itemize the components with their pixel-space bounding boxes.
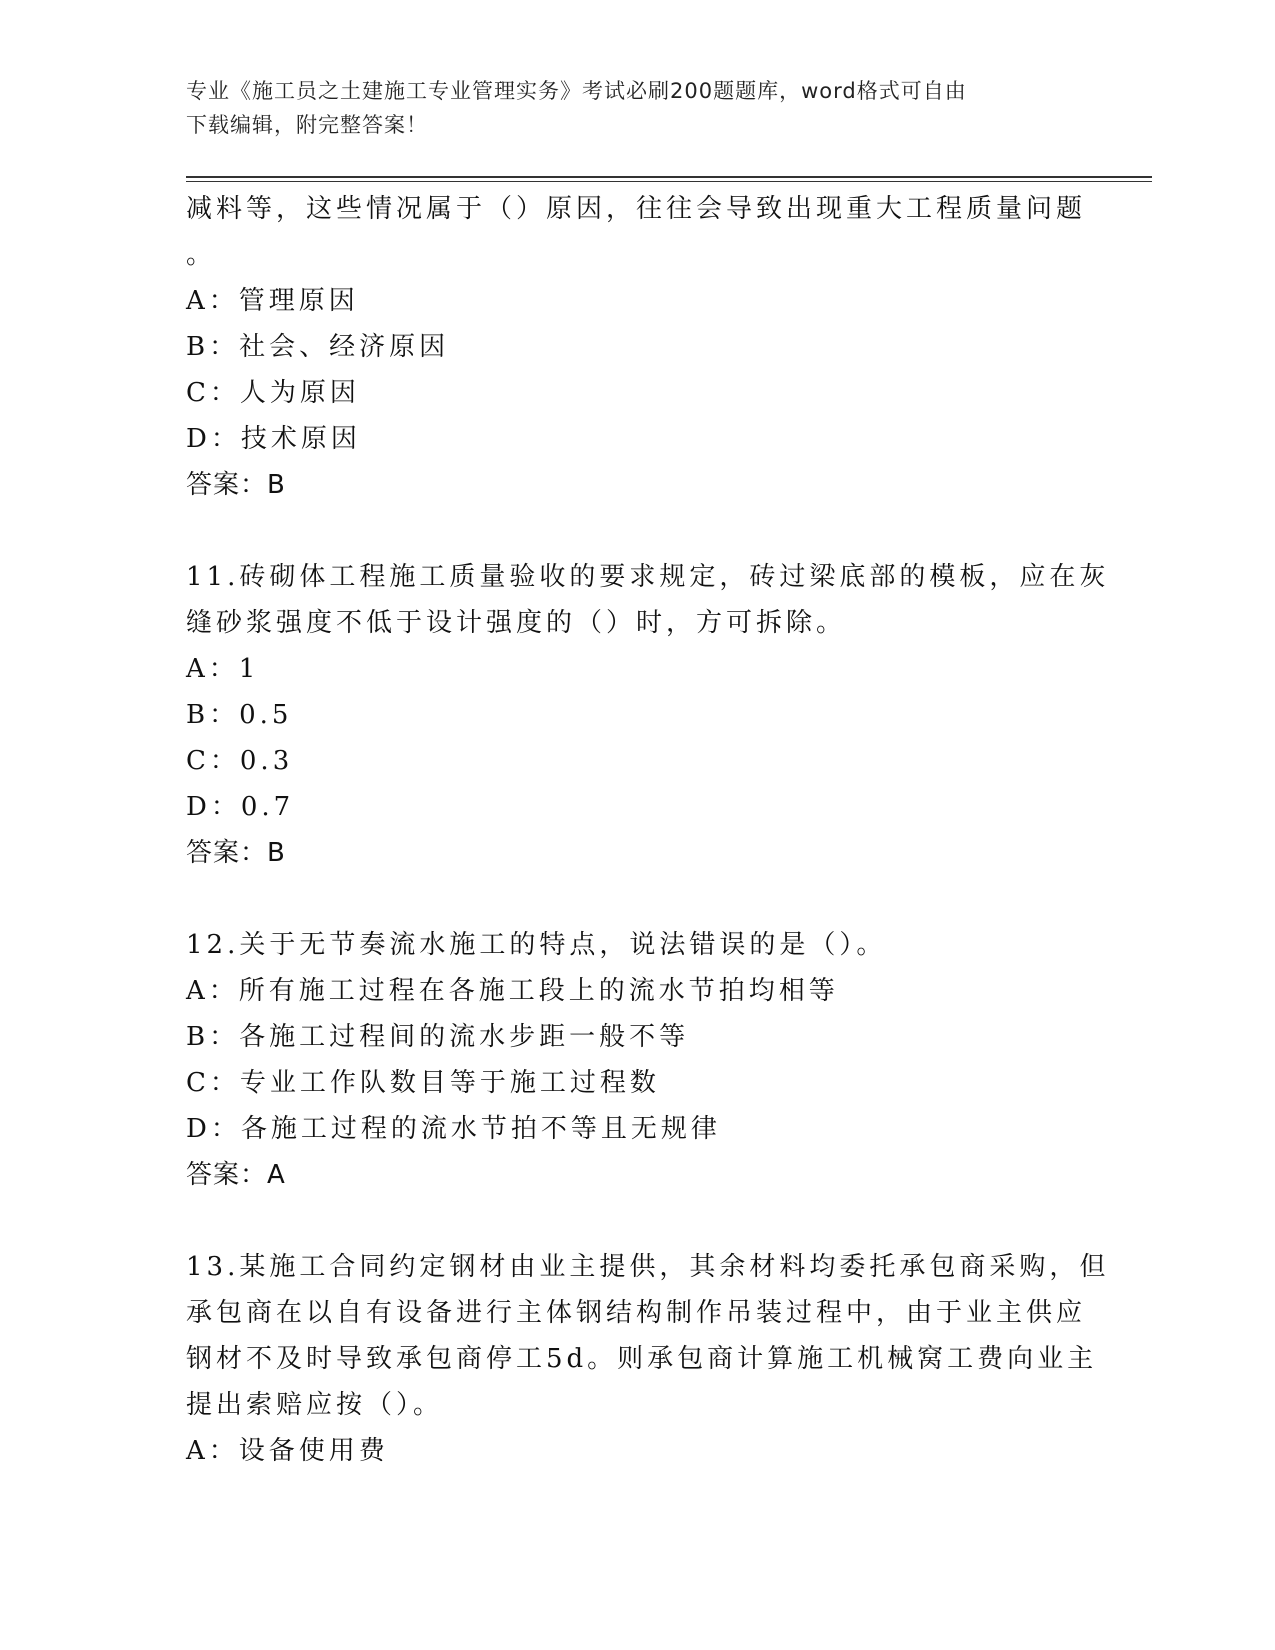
question-list (186, 186, 1110, 1474)
option-a: A：设备使用费 (186, 1436, 389, 1466)
header-rule-top (186, 176, 1152, 178)
header-line-1: 专业《施工员之土建施工专业管理实务》考试必刷200题题库，word格式可自由 (186, 79, 967, 103)
option-d: D：0.7 (186, 792, 295, 822)
question-stem-line: 钢材不及时导致承包商停工5d。则承包商计算施工机械窝工费向业主 (186, 1344, 1098, 1374)
header-line-2: 下载编辑，附完整答案！ (186, 113, 428, 137)
answer: 答案：A (186, 1160, 286, 1190)
option-c: C：0.3 (186, 746, 294, 776)
spacer (186, 1198, 1086, 1244)
answer: 答案：B (186, 838, 286, 868)
question-stem-line: 11.砖砌体工程施工质量验收的要求规定，砖过梁底部的模板，应在灰 (186, 562, 1110, 592)
option-c: C：专业工作队数目等于施工过程数 (186, 1068, 660, 1098)
option-c: C：人为原因 (186, 378, 360, 408)
question-10 (186, 186, 1086, 508)
question-12 (186, 922, 1086, 1198)
spacer (186, 876, 1086, 922)
question-11 (186, 554, 1110, 876)
option-a: A：所有施工过程在各施工段上的流水节拍均相等 (186, 976, 839, 1006)
option-b: B：各施工过程间的流水步距一般不等 (186, 1022, 690, 1052)
question-stem-line: 13.某施工合同约定钢材由业主提供，其余材料均委托承包商采购，但 (186, 1252, 1110, 1282)
header-rule-bottom (186, 181, 1152, 182)
question-stem-line: 减料等，这些情况属于（）原因，往往会导致出现重大工程质量问题 (186, 194, 1087, 224)
answer: 答案：B (186, 470, 286, 500)
option-b: B：社会、经济原因 (186, 332, 450, 362)
question-13 (186, 1244, 1110, 1474)
document-header (186, 74, 1066, 142)
question-stem-line: 。 (186, 240, 217, 270)
question-stem-line: 缝砂浆强度不低于设计强度的（）时，方可拆除。 (186, 608, 847, 638)
question-stem-line: 提出索赔应按（）。 (186, 1390, 444, 1420)
option-a: A：1 (186, 654, 260, 684)
option-b: B：0.5 (186, 700, 293, 730)
option-d: D：技术原因 (186, 424, 361, 454)
option-a: A：管理原因 (186, 286, 359, 316)
spacer (186, 508, 1086, 554)
question-stem-line: 12.关于无节奏流水施工的特点，说法错误的是（）。 (186, 930, 887, 960)
option-d: D：各施工过程的流水节拍不等且无规律 (186, 1114, 721, 1144)
question-stem-line: 承包商在以自有设备进行主体钢结构制作吊装过程中，由于业主供应 (186, 1298, 1087, 1328)
